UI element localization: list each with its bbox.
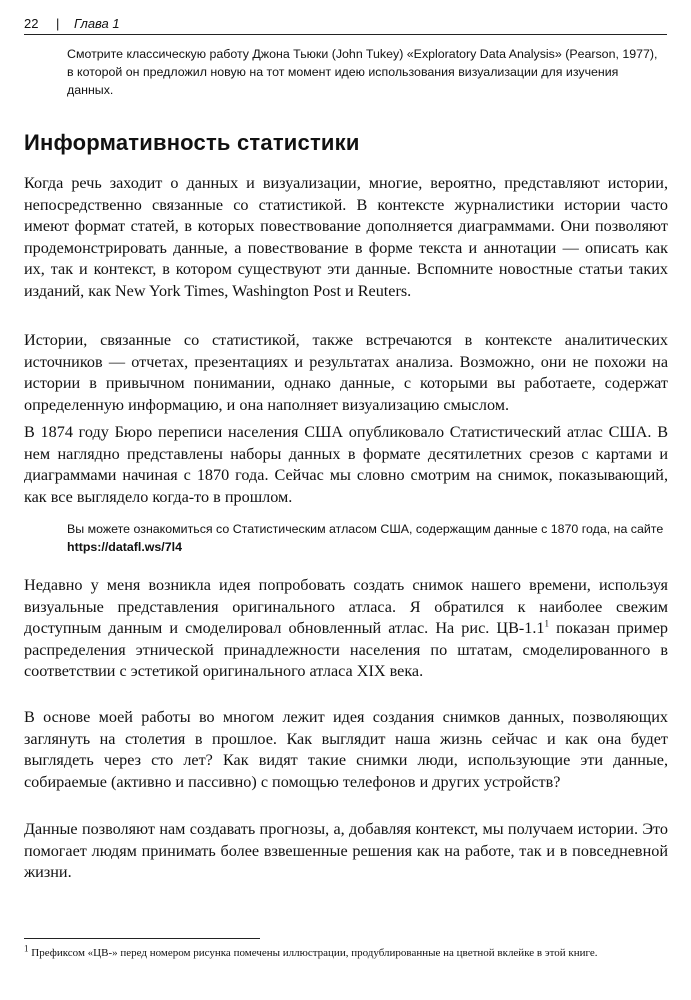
footnote — [24, 943, 668, 961]
paragraph-2: Истории, связанные со статистикой, также встречаются в контексте аналитических источников — отчетах, презентациях и результатах анализа. Возможно, они не похожи на истории в привычном понимании, однако данные, с которыми вы работаете, содержат определенную информацию, и она наполняет визуализацию смыслом. — [24, 331, 668, 414]
paragraph-3: В 1874 году Бюро переписи населения США опубликовало Статистический атлас США. В нем наглядно представлены наборы данных в формате десятилетних срезов с картами и диаграммами начиная с 1870 года. Сейчас мы словно смотрим на снимок, показывающий, как все выглядело когда-то в прошлом. — [24, 423, 668, 506]
atlas-link[interactable]: https://datafl.ws/7l4 — [67, 540, 182, 554]
footnote-marker: 1 — [24, 943, 29, 954]
paragraph-4-text-a: Недавно у меня возникла идея попробовать создать снимок нашего времени, используя визуальные представления оригинального атласа. Я обратился к наиболее свежим доступным данным и смоделировал обновленный атлас. На рис. ЦВ-1.1 — [24, 576, 668, 638]
note-atlas-text: Вы можете ознакомиться со Статистическим атласом США, содержащим данные с 1870 года, на сайте — [67, 522, 664, 536]
paragraph-5: В основе моей работы во многом лежит идея создания снимков данных, позволяющих заглянуть на столетия в прошлое. Как выглядит наша жизнь сейчас и как она будет выглядеть через сто лет? Как видят такие снимки люди, использующие эти данные, собираемые (активно и пассивно) с помощью телефонов и других устройств? — [24, 708, 668, 791]
running-header — [24, 10, 667, 35]
footnote-text: Префиксом «ЦВ-» перед номером рисунка помечены иллюстрации, продублированные на цветной вклейке в этой книге. — [28, 947, 598, 959]
footnote-reference: 1 — [544, 618, 550, 629]
note-block-atlas — [67, 520, 667, 556]
header-separator: | — [56, 16, 60, 31]
page-number: 22 — [24, 16, 39, 31]
footnote-divider — [24, 938, 260, 939]
paragraph-1: Когда речь заходит о данных и визуализации, многие, вероятно, представляют истории, непосредственно связанные со статистикой. В контексте журналистики истории часто имеют формат статей, в которых повествование дополняется диаграммами. Они позволяют продемонстрировать данные, а повествование в форме текста и аннотации — описать как их, так и контекст, в котором существуют эти данные. Вспомните новостные статьи таких изданий, как New York Times, Washington Post и Reuters. — [24, 174, 668, 300]
paragraph-6: Данные позволяют нам создавать прогнозы, а, добавляя контекст, мы получаем истории. Это помогает людям принимать более взвешенные решения как на работе, так и в повседневной жизни. — [24, 820, 668, 882]
paragraph-4-text-b: показан пример распределения этнической принадлежности населения по штатам, смоделированного в соответствии с эстетикой оригинального атласа XIX века. — [24, 619, 668, 681]
chapter-title: Глава 1 — [74, 16, 120, 31]
note-block-tukey: Смотрите классическую работу Джона Тьюки (John Tukey) «Exploratory Data Analysis» (Pearson, 1977), в которой он предложил новую на тот момент идею использования визуализации для изучения данных. — [67, 47, 658, 97]
section-heading: Информативность статистики — [24, 130, 360, 155]
paragraph-4 — [24, 575, 668, 683]
